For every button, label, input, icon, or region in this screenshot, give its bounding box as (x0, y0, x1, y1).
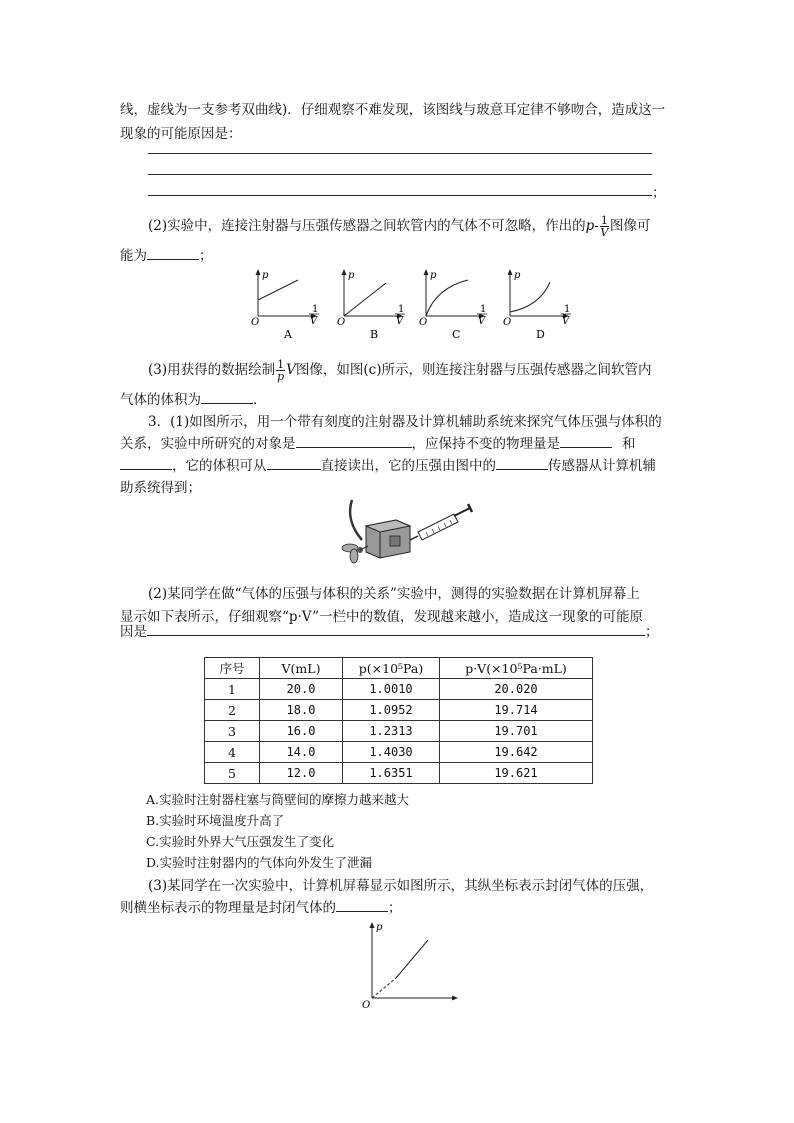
table-cell: 1 (205, 679, 260, 700)
table-cell: 1.4030 (343, 742, 440, 763)
table-cell: 19.642 (440, 742, 593, 763)
final-graph-p: p (376, 922, 383, 933)
table-row (205, 742, 593, 763)
graph-a-label: A (284, 328, 292, 341)
table-cell: 20.0 (260, 679, 343, 700)
q2-text (148, 214, 650, 238)
q2-fraction (600, 215, 609, 238)
graph-d (503, 269, 571, 341)
option-graphs (248, 266, 578, 342)
semicolon: ； (652, 185, 666, 201)
p3-l3a: ，它的体积可从 (172, 458, 267, 474)
p3-2-line-2: 显示如下表所示，仔细观察“p·V”一栏中的数值，发现越来越小，造成这一现象的可能原 (120, 609, 643, 625)
graph-c (419, 269, 487, 341)
q2-p-symbol: p (585, 218, 595, 234)
table-row (205, 679, 593, 700)
q3-period: ． (253, 392, 267, 408)
p3-l2c: 和 (622, 436, 636, 452)
q3-text-b: 图像，如图(c)所示，则连接注射器与压强传感器之间软管内 (295, 362, 652, 378)
q2-line2-text: 能为 (120, 248, 147, 264)
q2-frac-num: 1 (600, 214, 608, 227)
answer-line-1[interactable] (148, 153, 652, 154)
p3-3-line-2 (120, 896, 402, 916)
final-graph (358, 916, 464, 1010)
p3-line-2 (120, 432, 636, 452)
q2-line-2 (120, 244, 213, 264)
graph-b-label: B (370, 328, 379, 341)
answer-line-3[interactable] (148, 195, 652, 196)
table-cell: 1.6351 (343, 763, 440, 784)
answer-line-2[interactable] (148, 174, 652, 175)
p3-3-line-1: (3)某同学在一次实验中，计算机屏幕显示如图所示，其纵坐标表示封闭气体的压强， (148, 878, 654, 894)
p3-2-semicolon: ； (645, 624, 659, 640)
p3-blank-const-2[interactable] (120, 455, 172, 470)
p3-l2a: 关系，实验中所研究的对象是 (120, 436, 296, 452)
q2-text-a: (2)实验中，连接注射器与压强传感器之间软管内的气体不可忽略，作出的 (148, 218, 586, 234)
p3-l3c: 传感器从计算机辅 (548, 458, 656, 474)
graph-a-x-den: V (310, 316, 318, 327)
table-header: 序号 (205, 658, 260, 679)
q2-answer-blank[interactable] (147, 245, 199, 260)
table-cell: 19.714 (440, 700, 593, 721)
table-cell: 5 (205, 763, 260, 784)
table-cell: 1.0952 (343, 700, 440, 721)
q2-dash: - (594, 218, 599, 234)
intro-line-1: 线，虚线为一支参考双曲线)．仔细观察不难发现，该图线与玻意耳定律不够吻合，造成这一 (120, 102, 666, 118)
p3-line-3 (120, 454, 656, 474)
q3-line2-text: 气体的体积为 (120, 392, 201, 408)
table-cell: 16.0 (260, 721, 343, 742)
graph-d-label: D (536, 328, 545, 341)
graph-c-x-num: 1 (480, 304, 487, 315)
table-cell: 12.0 (260, 763, 343, 784)
choice-b[interactable]: B.实验时环境温度升高了 (146, 813, 285, 828)
table-cell: 18.0 (260, 700, 343, 721)
table-cell: 4 (205, 742, 260, 763)
intro-line-2: 现象的可能原因是： (120, 126, 242, 142)
q3-v-symbol: V (286, 362, 296, 378)
choice-a[interactable]: A.实验时注射器柱塞与筒壁间的摩擦力越来越大 (146, 792, 410, 807)
table-cell: 2 (205, 700, 260, 721)
q2-semicolon: ； (199, 248, 213, 264)
data-table (204, 657, 593, 784)
table-row (205, 721, 593, 742)
table-cell: 19.701 (440, 721, 593, 742)
p3-blank-volume[interactable] (267, 455, 321, 470)
p3-2-answer-blank[interactable] (147, 621, 645, 636)
final-graph-origin: O (362, 1000, 371, 1010)
graph-b-p: p (348, 270, 355, 281)
table-header: V(mL) (260, 658, 343, 679)
choice-c[interactable]: C.实验时外界大气压强发生了变化 (146, 834, 335, 849)
p3-line-4: 助系统得到； (120, 480, 201, 496)
p3-blank-sensor[interactable] (496, 455, 548, 470)
p3-3-semicolon: ； (388, 900, 402, 916)
table-cell: 14.0 (260, 742, 343, 763)
q3-frac-den: p (277, 370, 285, 383)
graph-a (251, 269, 319, 341)
graph-b-x-den: V (396, 316, 404, 327)
p3-2-line-1: (2)某同学在做“气体的压强与体积的关系”实验中，测得的实验数据在计算机屏幕上 (148, 586, 640, 602)
graph-c-x-den: V (478, 316, 486, 327)
table-header-row (205, 658, 593, 679)
graph-a-p: p (262, 270, 269, 281)
p3-l3b: 直接读出，它的压强由图中的 (320, 458, 496, 474)
syringe-sensor-illustration (330, 496, 476, 568)
graph-c-p: p (430, 270, 437, 281)
p3-3-answer-blank[interactable] (336, 897, 388, 912)
graph-d-origin: O (503, 317, 512, 328)
table-cell: 1.0010 (343, 679, 440, 700)
table-cell: 1.2313 (343, 721, 440, 742)
graph-c-label: C (452, 328, 461, 341)
graph-d-x-den: V (562, 316, 570, 327)
table-row (205, 763, 593, 784)
q3-line-2 (120, 388, 267, 408)
q3-fraction (276, 359, 285, 382)
choice-d[interactable]: D.实验时注射器内的气体向外发生了泄漏 (146, 855, 373, 870)
graph-d-p: p (514, 270, 521, 281)
p3-blank-const-1[interactable] (560, 433, 612, 448)
q2-text-b: 图像可 (609, 218, 651, 234)
graph-a-origin: O (251, 317, 260, 328)
p3-3-l2: 则横坐标表示的物理量是封闭气体的 (120, 900, 336, 916)
q3-text (148, 358, 651, 382)
q3-text-a: (3)用获得的数据绘制 (148, 362, 276, 378)
table-header: p(×10⁵Pa) (343, 658, 440, 679)
graph-b-x-num: 1 (398, 304, 405, 315)
table-header: p·V(×10⁵Pa·mL) (440, 658, 593, 679)
graph-b-origin: O (337, 317, 346, 328)
table-cell: 20.020 (440, 679, 593, 700)
table-cell: 19.621 (440, 763, 593, 784)
p3-2-line-3 (120, 620, 659, 640)
p3-line-1: 3．(1)如图所示，用一个带有刻度的注射器及计算机辅助系统来探究气体压强与体积的 (148, 414, 662, 430)
q3-answer-blank[interactable] (201, 389, 253, 404)
graph-d-x-num: 1 (564, 304, 571, 315)
graph-b (337, 269, 405, 341)
table-cell: 3 (205, 721, 260, 742)
table-row (205, 700, 593, 721)
graph-a-x-num: 1 (312, 304, 319, 315)
p3-2-l3: 因是 (120, 624, 147, 640)
p3-l2b: ，应保持不变的物理量是 (411, 436, 560, 452)
q2-frac-den: V (600, 226, 609, 239)
p3-blank-object[interactable] (296, 433, 412, 448)
graph-c-origin: O (419, 317, 428, 328)
q3-frac-num: 1 (277, 358, 285, 371)
